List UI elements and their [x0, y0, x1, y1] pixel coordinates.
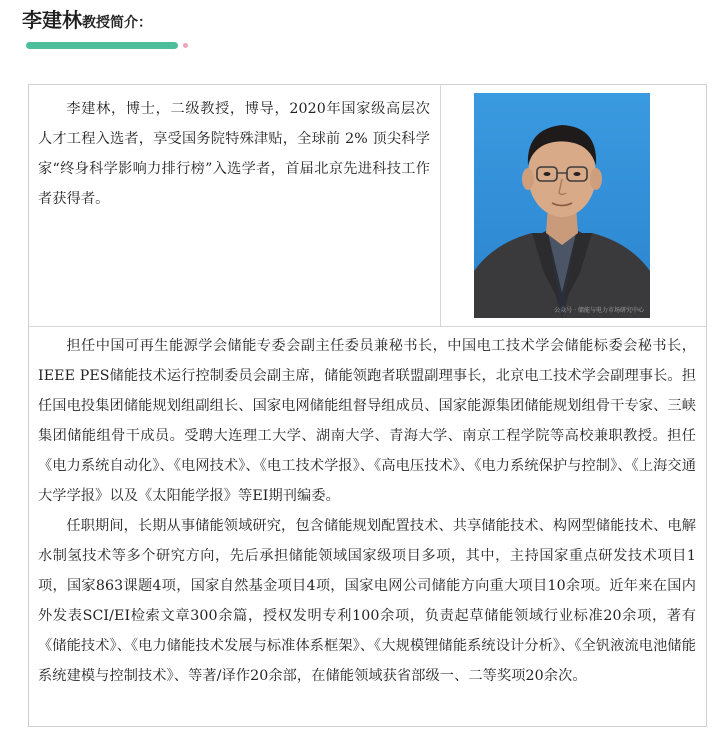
portrait-illustration [474, 93, 650, 318]
bio-cell [38, 331, 696, 691]
heading-underline-bar [26, 42, 178, 49]
bio-paragraph-roles: 担任中国可再生能源学会储能专委会副主任委员兼秘书长，中国电工技术学会储能标委会秘书长，IEEE PES储能技术运行控制委员会副主席，储能领跑者联盟副理事长，北京电工技术学会副理事长。担任国电投集团储能规划组副组长、国家电网储能组督导组成员、国家能源集团储能规划组骨干专家、三峡集团储能组骨干成员。受聘大连理工大学、湖南大学、青海大学、南京工程学院等高校兼职教授。担任《电力系统自动化》、《电网技术》、《电工技术学报》、《高电压技术》、《电力系统保护与控制》、《上海交通大学学报》以及《太阳能学报》等EI期刊编委。 [38, 338, 696, 504]
card-horizontal-divider [28, 326, 707, 327]
portrait-photo [474, 93, 650, 318]
section-heading [22, 4, 152, 33]
intro-paragraph: 李建林，博士，二级教授，博导，2020年国家级高层次人才工程入选者，享受国务院特殊津贴，全球前 2% 顶尖科学家“终身科学影响力排行榜”入选学者，首届北京先进科技工作者获得者。 [38, 101, 430, 207]
intro-cell [38, 94, 430, 214]
heading-subtitle: 教授简介： [82, 15, 152, 31]
card-vertical-divider [440, 84, 441, 326]
heading-accent-dot [183, 43, 188, 48]
photo-watermark: 公众号 · 储能与电力市场研究中心 [554, 307, 644, 314]
professor-name: 李建林 [22, 8, 82, 32]
bio-paragraph-research: 任职期间，长期从事储能领域研究，包含储能规划配置技术、共享储能技术、构网型储能技术、电解水制氢技术等多个研究方向，先后承担储能领域国家级项目多项，其中，主持国家重点研发技术项目1项，国家863课题4项，国家自然基金项目4项，国家电网公司储能方向重大项目10余项。近年来在国内外发表SCI/EI检索文章300余篇，授权发明专利100余项，负责起草储能领域行业标准20余项，著有《储能技术》、《电力储能技术发展与标准体系框架》、《大规模锂储能系统设计分析》、《全钒液流电池储能系统建模与控制技术》、等著/译作20余部，在储能领域获省部级一、二等奖项20余次。 [38, 518, 696, 684]
